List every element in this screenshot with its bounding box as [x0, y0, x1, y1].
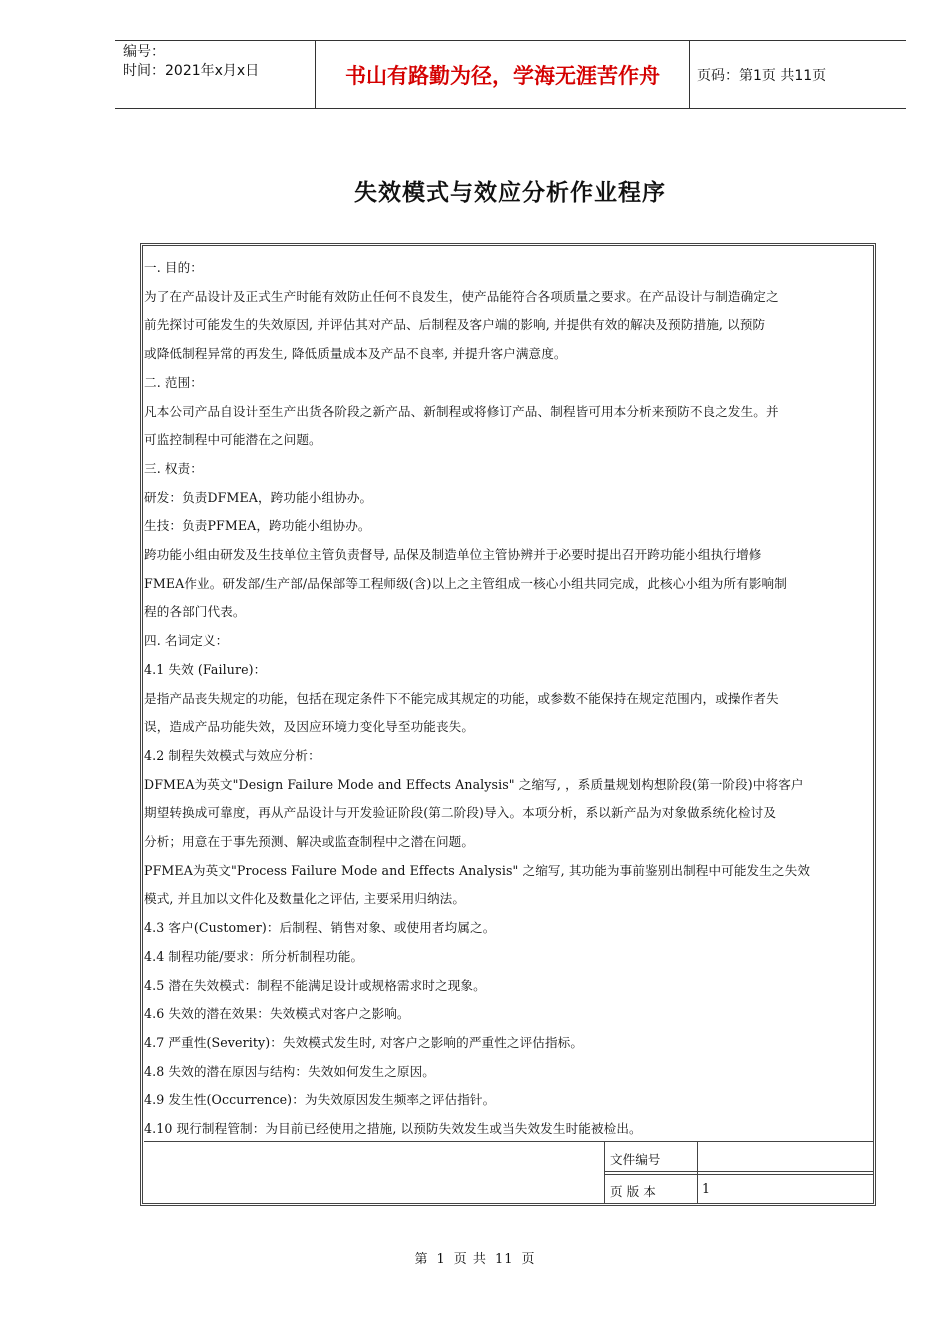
footer-mid: 页 共 — [453, 1252, 487, 1267]
body-line: 误，造成产品功能失效，及因应环境力变化导至功能丧失。 — [144, 719, 475, 735]
body-line: 期望转换成可靠度，再从产品设计与开发验证阶段(第二阶段)导入。本项分析，系以新产品为对象做系统化检讨及 — [144, 805, 777, 821]
header-divider — [689, 41, 690, 108]
body-line: 4.1 失效 (Failure)： — [144, 661, 267, 677]
body-line: 4.9 发生性(Occurrence)：为失效原因发生频率之评估指针。 — [144, 1092, 496, 1108]
body-line: 4.7 严重性(Severity)：失效模式发生时, 对客户之影响的严重性之评估指标。 — [144, 1034, 584, 1050]
body-line: 可监控制程中可能潜在之问题。 — [144, 432, 322, 448]
table-divider — [604, 1141, 605, 1203]
body-line: 4.4 制程功能/要求：所分析制程功能。 — [144, 948, 364, 964]
body-line: 一. 目的： — [144, 260, 203, 275]
body-line: 模式, 并且加以文件化及数量化之评估, 主要采用归纳法。 — [144, 891, 466, 907]
body-line: 分析；用意在于事先预测、解决或监查制程中之潜在问题。 — [144, 834, 475, 850]
header-page-info: 页码：第1页 共11页 — [697, 67, 827, 84]
page-footer — [0, 1248, 950, 1267]
document-title: 失效模式与效应分析作业程序 — [354, 180, 666, 206]
table-divider — [604, 1174, 874, 1175]
body-line: 生技：负责PFMEA，跨功能小组协办。 — [144, 518, 371, 534]
body-line: FMEA作业。研发部/生产部/品保部等工程师级(含)以上之主管组成一核心小组共同完成，此核心小组为所有影响制 — [144, 575, 787, 591]
footer-prefix: 第 — [414, 1252, 429, 1267]
body-line: 二. 范围： — [144, 374, 203, 390]
body-line: PFMEA为英文"Process Failure Mode and Effects Analysis" 之缩写, 其功能为事前鉴别出制程中可能发生之失效 — [144, 862, 811, 878]
code-label: 编号： — [123, 44, 165, 60]
doc-info-table — [144, 1141, 874, 1204]
body-line: DFMEA为英文"Design Failure Mode and Effects Analysis" 之缩写, ，系质量规划构想阶段(第一阶段)中将客户 — [144, 776, 804, 792]
version-label: 页 版 本 — [610, 1184, 656, 1199]
body-line: 前先探讨可能发生的失效原因, 并评估其对产品、后制程及客户端的影响, 并提供有效的解决及预防措施, 以预防 — [144, 317, 766, 333]
body-line: 研发：负责DFMEA，跨功能小组协办。 — [144, 489, 373, 505]
body-line: 4.3 客户(Customer)：后制程、销售对象、或使用者均属之。 — [144, 920, 496, 936]
file-no-label: 文件编号 — [610, 1152, 661, 1167]
body-line: 4.2 制程失效模式与效应分析： — [144, 747, 321, 763]
footer-suffix: 页 — [521, 1252, 536, 1267]
footer-page: 1 — [436, 1252, 446, 1267]
footer-total: 11 — [494, 1252, 514, 1267]
body-line: 四. 名词定义： — [144, 633, 229, 649]
body-line: 4.8 失效的潜在原因与结构：失效如何发生之原因。 — [144, 1063, 435, 1079]
body-line: 4.10 现行制程管制：为目前已经使用之措施, 以预防失效发生或当失效发生时能被检出。 — [144, 1121, 642, 1137]
time-label: 时间：2021年x月x日 — [123, 63, 260, 79]
table-divider — [604, 1171, 874, 1172]
header-motto: 书山有路勤为径，学海无涯苦作舟 — [345, 63, 660, 88]
body-line: 跨功能小组由研发及生技单位主管负责督导, 品保及制造单位主管协辨并于必要时提出召开跨功能小组执行增修 — [144, 547, 762, 563]
table-divider — [697, 1141, 698, 1203]
body-line: 为了在产品设计及正式生产时能有效防止任何不良发生，使产品能符合各项质量之要求。在产品设计与制造确定之 — [144, 288, 779, 304]
version-value: 1 — [702, 1181, 711, 1196]
document-body — [144, 254, 877, 1144]
body-line: 程的各部门代表。 — [144, 604, 246, 620]
body-line: 凡本公司产品自设计至生产出货各阶段之新产品、新制程或将修订产品、制程皆可用本分析来预防不良之发生。并 — [144, 403, 779, 419]
document-header — [115, 40, 906, 109]
header-meta — [115, 41, 315, 108]
body-line: 三. 权责： — [144, 460, 203, 476]
body-line: 4.6 失效的潜在效果：失效模式对客户之影响。 — [144, 1006, 410, 1022]
body-line: 或降低制程异常的再发生, 降低质量成本及产品不良率, 并提升客户满意度。 — [144, 346, 567, 362]
body-line: 是指产品丧失规定的功能，包括在现定条件下不能完成其规定的功能，或参数不能保持在规定范围内，或操作者失 — [144, 690, 779, 706]
body-line: 4.5 潜在失效模式：制程不能满足设计或规格需求时之现象。 — [144, 977, 486, 993]
